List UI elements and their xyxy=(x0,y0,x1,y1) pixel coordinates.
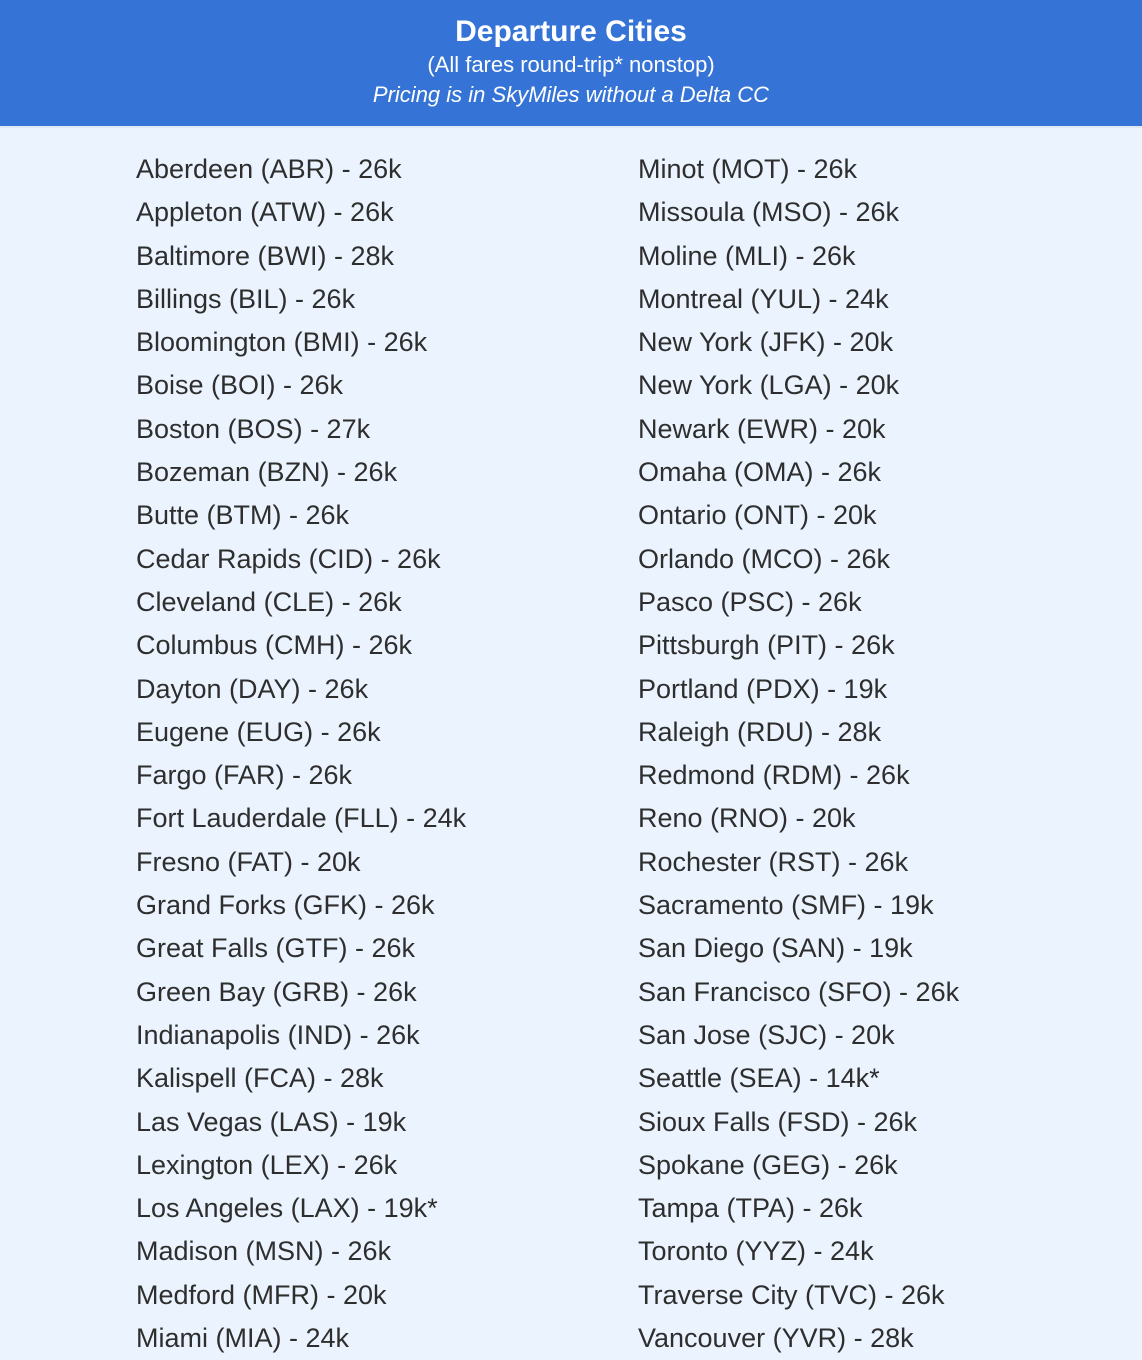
city-list-item: Billings (BIL) - 26k xyxy=(136,283,356,314)
city-list-item: Pasco (PSC) - 26k xyxy=(638,586,862,617)
city-list-item: Miami (MIA) - 24k xyxy=(136,1323,350,1354)
city-list-item: Eugene (EUG) - 26k xyxy=(136,716,381,747)
city-list-item: Indianapolis (IND) - 26k xyxy=(136,1019,420,1050)
city-list-item: Butte (BTM) - 26k xyxy=(136,500,350,531)
city-list-item: San Jose (SJC) - 20k xyxy=(638,1019,895,1050)
city-list-item: Lexington (LEX) - 26k xyxy=(136,1149,398,1180)
city-list-item: Cleveland (CLE) - 26k xyxy=(136,586,402,617)
city-list-item: Grand Forks (GFK) - 26k xyxy=(136,890,435,921)
city-list-item: Los Angeles (LAX) - 19k* xyxy=(136,1193,438,1224)
city-list-item: Vancouver (YVR) - 28k xyxy=(638,1323,914,1354)
city-list-item: New York (LGA) - 20k xyxy=(638,370,900,401)
city-list-item: Las Vegas (LAS) - 19k xyxy=(136,1106,407,1137)
city-list-item: Traverse City (TVC) - 26k xyxy=(638,1279,945,1310)
city-list-item: Pittsburgh (PIT) - 26k xyxy=(638,630,895,661)
city-list-item: Newark (EWR) - 20k xyxy=(638,413,886,444)
city-list-item: Montreal (YUL) - 24k xyxy=(638,283,889,314)
city-list-item: New York (JFK) - 20k xyxy=(638,327,894,358)
city-list-item: Bloomington (BMI) - 26k xyxy=(136,327,428,358)
city-list-item: Fresno (FAT) - 20k xyxy=(136,846,361,877)
city-list-item: Boston (BOS) - 27k xyxy=(136,413,371,444)
city-list-item: Seattle (SEA) - 14k* xyxy=(638,1063,880,1094)
city-list-item: Missoula (MSO) - 26k xyxy=(638,197,900,228)
city-list-item: Aberdeen (ABR) - 26k xyxy=(136,154,402,184)
city-list-item: Fort Lauderdale (FLL) - 24k xyxy=(136,803,467,834)
city-list-item: Fargo (FAR) - 26k xyxy=(136,760,353,791)
city-list-item: Raleigh (RDU) - 28k xyxy=(638,716,882,747)
city-list-item: Spokane (GEG) - 26k xyxy=(638,1149,898,1180)
city-list-item: Ontario (ONT) - 20k xyxy=(638,500,877,531)
pricing-note: Pricing is in SkyMiles without a Delta CC xyxy=(372,82,770,107)
page-subtitle: (All fares round-trip* nonstop) xyxy=(427,52,715,77)
header-banner xyxy=(0,0,1142,128)
city-list-item: Sioux Falls (FSD) - 26k xyxy=(638,1106,918,1137)
city-list-item: Kalispell (FCA) - 28k xyxy=(136,1063,384,1094)
city-list-item: Boise (BOI) - 26k xyxy=(136,370,344,401)
city-list-item: Cedar Rapids (CID) - 26k xyxy=(136,543,441,574)
city-list-item: Medford (MFR) - 20k xyxy=(136,1279,387,1310)
city-list-item: Baltimore (BWI) - 28k xyxy=(136,240,395,271)
city-list-item: Columbus (CMH) - 26k xyxy=(136,630,413,661)
city-column-left xyxy=(136,148,466,1360)
city-list-item: Bozeman (BZN) - 26k xyxy=(136,457,398,488)
page-title: Departure Cities xyxy=(455,15,687,48)
city-list-item: Tampa (TPA) - 26k xyxy=(638,1193,863,1224)
city-list-item: Great Falls (GTF) - 26k xyxy=(136,933,416,964)
city-list-item: Minot (MOT) - 26k xyxy=(638,154,858,184)
city-list-item: San Diego (SAN) - 19k xyxy=(638,933,913,964)
city-list-item: Reno (RNO) - 20k xyxy=(638,803,856,834)
city-list-item: Sacramento (SMF) - 19k xyxy=(638,890,934,921)
city-list-item: Moline (MLI) - 26k xyxy=(638,240,856,271)
city-list-item: Dayton (DAY) - 26k xyxy=(136,673,369,704)
city-list-item: Appleton (ATW) - 26k xyxy=(136,197,394,228)
city-list-item: Green Bay (GRB) - 26k xyxy=(136,976,417,1007)
city-list-item: Redmond (RDM) - 26k xyxy=(638,760,910,791)
city-list-item: Omaha (OMA) - 26k xyxy=(638,457,882,488)
city-list-item: Rochester (RST) - 26k xyxy=(638,846,909,877)
city-list-item: Toronto (YYZ) - 24k xyxy=(638,1236,874,1267)
city-list-item: San Francisco (SFO) - 26k xyxy=(638,976,960,1007)
city-list-item: Portland (PDX) - 19k xyxy=(638,673,888,704)
city-list-item: Orlando (MCO) - 26k xyxy=(638,543,891,574)
city-column-right xyxy=(638,148,959,1360)
city-list-item: Madison (MSN) - 26k xyxy=(136,1236,392,1267)
